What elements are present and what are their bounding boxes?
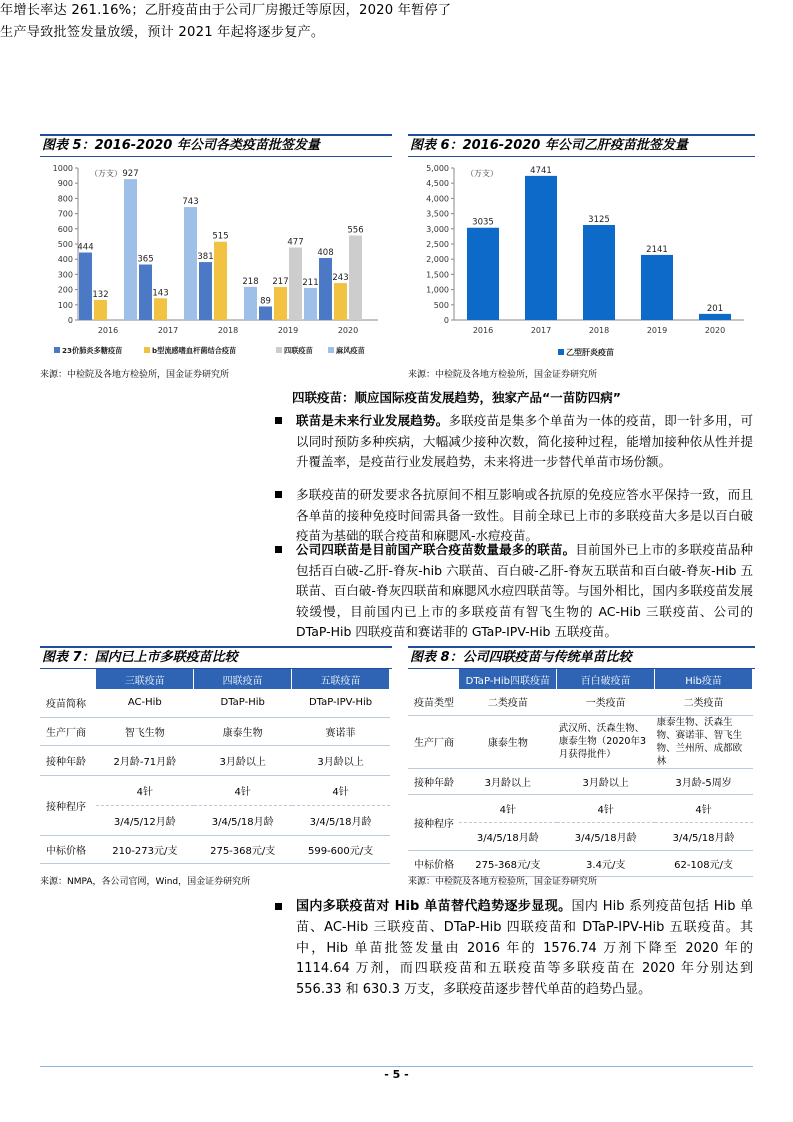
legend-label: 23价肺炎多糖疫苗: [62, 346, 123, 355]
y-tick-label: 0: [67, 316, 73, 325]
bullet-1-text: 多联疫苗是集多个单苗为一体的疫苗，即一针多用，可以同时预防多种疾病，大幅减少接种次数，简化接种过程，能增加接种依从性并提升覆盖率，是疫苗行业发展趋势，未来将进一步替代单苗市场份额。: [296, 413, 753, 470]
bar: [184, 207, 197, 320]
bullet-closing: [275, 897, 753, 1001]
table-row: [40, 745, 390, 775]
table-cell: 赛诺菲: [292, 717, 390, 745]
x-tick-label: 2019: [646, 326, 668, 335]
x-tick-label: 2018: [588, 326, 610, 335]
y-tick-label: 0: [443, 316, 449, 325]
intro-line-2: 生产导致批签发量放缓，预计 2021 年起将逐步复产。: [0, 25, 325, 40]
bar: [199, 262, 212, 320]
data-label: 743: [182, 197, 199, 208]
table-cell: 4针: [96, 775, 194, 805]
table-cell: 3月龄以上: [194, 745, 292, 775]
table-cell: 一类疫苗: [557, 689, 655, 715]
bullet-2: [275, 485, 753, 547]
table-cell: 3/4/5/12月龄: [96, 805, 194, 835]
bar: [214, 242, 227, 320]
bar: [641, 255, 673, 320]
row-label: 生产厂商: [40, 717, 96, 745]
bar: [349, 235, 362, 320]
data-label: 381: [197, 252, 214, 263]
data-label: 556: [347, 225, 364, 236]
table-cell: 3月龄以上: [557, 768, 655, 794]
y-tick-label: 900: [57, 179, 73, 189]
data-label: 444: [77, 242, 94, 253]
bar: [304, 288, 317, 320]
fig8-table: [408, 669, 753, 877]
row-label: 中标价格: [40, 835, 96, 863]
legend-swatch: [54, 347, 60, 353]
bullet-square-icon: [275, 903, 282, 910]
bar: [124, 179, 137, 320]
y-tick-label: 600: [57, 224, 73, 234]
y-tick-label: 200: [57, 285, 73, 295]
table-row: [40, 689, 390, 717]
fig8-title: 图表 8：公司四联疫苗与传统单苗比较: [408, 646, 755, 669]
y-tick-label: 1,500: [426, 270, 449, 280]
table-cell: 武汉所、沃森生物、康泰生物（2020年3月获得批件）: [557, 715, 655, 768]
x-tick-label: 2020: [704, 326, 726, 335]
header-blank: [40, 669, 96, 689]
x-tick-label: 2019: [277, 326, 299, 335]
bar: [274, 287, 287, 320]
unit-label: （万支）: [90, 169, 122, 178]
x-tick-label: 2017: [157, 326, 179, 335]
legend-label: 麻风疫苗: [336, 346, 365, 355]
fig5-title: 图表 5：2016-2020 年公司各类疫苗批签发量: [40, 134, 392, 157]
y-tick-label: 400: [57, 255, 73, 265]
legend-swatch: [144, 347, 150, 353]
table-cell: 康泰生物、沃森生物、赛诺菲、智飞生物、兰州所、成都欧林: [655, 715, 753, 768]
table-cell: 4针: [292, 775, 390, 805]
bullet-1-lead: 联苗是未来行业发展趋势。: [296, 413, 449, 428]
y-tick-label: 5,000: [426, 164, 449, 173]
fig5-chart: [40, 158, 390, 363]
y-tick-label: 500: [57, 240, 73, 249]
legend-swatch: [558, 349, 564, 355]
table-row: [40, 835, 390, 863]
table-cell: 3/4/5/18月龄: [557, 822, 655, 850]
y-tick-label: 1000: [52, 164, 73, 173]
y-tick-label: 500: [433, 300, 449, 310]
y-tick-label: 1,000: [426, 285, 449, 295]
x-tick-label: 2020: [337, 326, 359, 335]
fig7-table: [40, 669, 390, 864]
fig7-header-3: 五联疫苗: [292, 669, 390, 689]
closing-text: 国内 Hib 系列疫苗包括 Hib 单苗、AC-Hib 三联疫苗、DTaP-Hib 四联疫苗和 DTaP-IPV-Hib 五联疫苗。其中，Hib 单苗批签发量由 2016 年的 1576.74 万剂下降至 2020 年的 1114.64 万剂，而四联疫苗和五联疫苗等多联疫苗在 2020 年分别达到 556.33 和 630.3 万支，多联疫苗逐步替代单苗的趋势凸显。: [296, 899, 753, 998]
table-row: [40, 775, 390, 805]
bar: [334, 283, 347, 320]
unit-label: （万支）: [466, 169, 498, 178]
row-label: 接种程序: [408, 794, 459, 850]
data-label: 217: [272, 277, 289, 288]
table-row: [408, 794, 753, 822]
fig5-source: 来源：中检院及各地方检验所，国金证券研究所: [40, 370, 230, 380]
y-tick-label: 4,500: [426, 179, 449, 189]
bullet-square-icon: [275, 546, 282, 553]
data-label: 218: [242, 276, 259, 287]
table-cell: 3月龄-5周岁: [655, 768, 753, 794]
table-cell: 3/4/5/18月龄: [655, 822, 753, 850]
table-cell: 4针: [557, 794, 655, 822]
y-tick-label: 3,500: [426, 209, 449, 219]
fig6-chart: [408, 158, 753, 363]
table-cell: 二类疫苗: [655, 689, 753, 715]
data-label: 927: [122, 169, 139, 180]
table-cell: 二类疫苗: [459, 689, 557, 715]
y-tick-label: 800: [57, 194, 73, 204]
fig7-source: 来源：NMPA，各公司官网，Wind，国金证券研究所: [40, 877, 251, 887]
row-label: 生产厂商: [408, 715, 459, 768]
table-cell: 3月龄以上: [459, 768, 557, 794]
data-label: 2141: [646, 244, 668, 255]
table-cell: 275-368元/支: [459, 850, 557, 876]
footer-divider: [40, 1066, 753, 1067]
y-tick-label: 4,000: [426, 194, 449, 204]
intro-paragraph: [0, 0, 460, 44]
fig8-header-3: Hib疫苗: [655, 669, 753, 689]
table-cell: 599-600元/支: [292, 835, 390, 863]
table-row: [40, 717, 390, 745]
bar: [94, 300, 107, 320]
bar: [259, 306, 272, 320]
y-tick-label: 3,000: [426, 224, 449, 234]
legend-swatch: [276, 347, 282, 353]
bar: [583, 225, 615, 320]
bar: [139, 265, 152, 320]
data-label: 143: [152, 288, 169, 299]
data-label: 243: [332, 273, 349, 284]
table-cell: 3/4/5/18月龄: [459, 822, 557, 850]
fig8-header-1: DTaP-Hib四联疫苗: [459, 669, 557, 689]
table-cell: DTaP-Hib: [194, 689, 292, 717]
fig7-header-2: 四联疫苗: [194, 669, 292, 689]
row-label: 接种年龄: [408, 768, 459, 794]
table-row: [408, 689, 753, 715]
section-heading: 四联疫苗：顺应国际疫苗发展趋势，独家产品“一苗防四病”: [292, 390, 621, 405]
table-cell: 62-108元/支: [655, 850, 753, 876]
table-cell: 康泰生物: [459, 715, 557, 768]
fig6-source: 来源：中检院及各地方检验所，国金证券研究所: [408, 370, 598, 380]
table-row: [408, 715, 753, 768]
fig7-title: 图表 7：国内已上市多联疫苗比较: [40, 646, 392, 669]
x-tick-label: 2016: [97, 326, 119, 335]
legend-label: 乙型肝炎疫苗: [566, 348, 614, 357]
fig6-title: 图表 6：2016-2020 年公司乙肝疫苗批签发量: [408, 134, 755, 157]
row-label: 中标价格: [408, 850, 459, 876]
closing-lead: 国内多联疫苗对 Hib 单苗替代趋势逐步显现。: [296, 899, 572, 914]
table-cell: 275-368元/支: [194, 835, 292, 863]
bullet-3: [275, 540, 753, 643]
y-tick-label: 700: [57, 209, 73, 219]
bar: [244, 287, 257, 320]
table-cell: 智飞生物: [96, 717, 194, 745]
x-tick-label: 2016: [472, 326, 494, 335]
row-label: 接种程序: [40, 775, 96, 835]
legend-label: 四联疫苗: [284, 346, 313, 355]
data-label: 365: [137, 254, 154, 265]
table-row: [408, 850, 753, 876]
table-row: [408, 768, 753, 794]
table-cell: 3月龄以上: [292, 745, 390, 775]
table-cell: 3.4元/支: [557, 850, 655, 876]
bar: [319, 258, 332, 320]
y-tick-label: 100: [57, 300, 73, 310]
legend-swatch: [328, 347, 334, 353]
bullet-2-text: 多联疫苗的研发要求各抗原间不相互影响或各抗原的免疫应答水平保持一致，而且各单苗的接种免疫时间需具备一致性。目前全球已上市的多联疫苗大多是以百白破疫苗为基础的联合疫苗和麻腮风-水痘疫苗。: [296, 487, 753, 544]
y-tick-label: 2,000: [426, 255, 449, 265]
table-cell: DTaP-IPV-Hib: [292, 689, 390, 717]
data-label: 4741: [530, 165, 552, 176]
data-label: 201: [706, 303, 724, 314]
row-label: 接种年龄: [40, 745, 96, 775]
data-label: 132: [92, 289, 109, 300]
intro-line-1: 年增长率达 261.16%；乙肝疫苗由于公司厂房搬迁等原因，2020 年暂停了: [0, 3, 452, 18]
table-row: [408, 822, 753, 850]
table-cell: 2月龄-71月龄: [96, 745, 194, 775]
table-cell: 3/4/5/18月龄: [194, 805, 292, 835]
bullet-3-text: 目前国外已上市的多联疫苗品种包括百白破-乙肝-脊灰-hib 六联苗、百白破-乙肝-脊灰五联苗和百白破-脊灰-Hib 五联苗、百白破-脊灰四联苗和麻腮风水痘四联苗等。与国外相比，国内多联疫苗发展较缓慢，目前国内已上市的多联疫苗有智飞生物的 AC-Hib 三联疫苗、公司的 DTaP-Hib 四联疫苗和赛诺菲的 GTaP-IPV-Hib 五联疫苗。: [296, 542, 753, 640]
data-label: 515: [212, 231, 229, 242]
bar: [525, 176, 557, 320]
x-tick-label: 2017: [530, 326, 552, 335]
y-tick-label: 300: [57, 270, 73, 280]
bullet-3-lead: 公司四联苗是目前国产联合疫苗数量最多的联苗。: [296, 542, 576, 557]
data-label: 408: [317, 247, 334, 258]
data-label: 3035: [472, 217, 494, 228]
bar: [467, 228, 499, 320]
bar: [289, 247, 302, 320]
page-number: - 5 -: [384, 1068, 409, 1081]
row-label: 疫苗类型: [408, 689, 459, 715]
table-cell: 4针: [459, 794, 557, 822]
data-label: 477: [287, 237, 304, 248]
y-tick-label: 2,500: [426, 240, 449, 249]
data-label: 211: [302, 277, 319, 288]
table-cell: 4针: [655, 794, 753, 822]
table-cell: 210-273元/支: [96, 835, 194, 863]
header-blank: [408, 669, 459, 689]
bar: [699, 314, 731, 320]
fig7-header-1: 三联疫苗: [96, 669, 194, 689]
bullet-square-icon: [275, 417, 282, 424]
fig8-source: 来源：中检院及各地方检验所，国金证券研究所: [408, 877, 598, 887]
table-cell: 3/4/5/18月龄: [292, 805, 390, 835]
legend-label: b型流感嗜血杆菌结合疫苗: [152, 346, 237, 355]
bar: [79, 253, 92, 320]
bullet-1: [275, 411, 753, 473]
bar: [154, 298, 167, 320]
data-label: 3125: [588, 215, 610, 225]
x-tick-label: 2018: [217, 326, 239, 335]
row-label: 疫苗简称: [40, 689, 96, 717]
table-cell: 4针: [194, 775, 292, 805]
bullet-square-icon: [275, 491, 282, 498]
table-cell: 康泰生物: [194, 717, 292, 745]
fig8-header-2: 百白破疫苗: [557, 669, 655, 689]
table-cell: AC-Hib: [96, 689, 194, 717]
data-label: 89: [260, 296, 271, 307]
